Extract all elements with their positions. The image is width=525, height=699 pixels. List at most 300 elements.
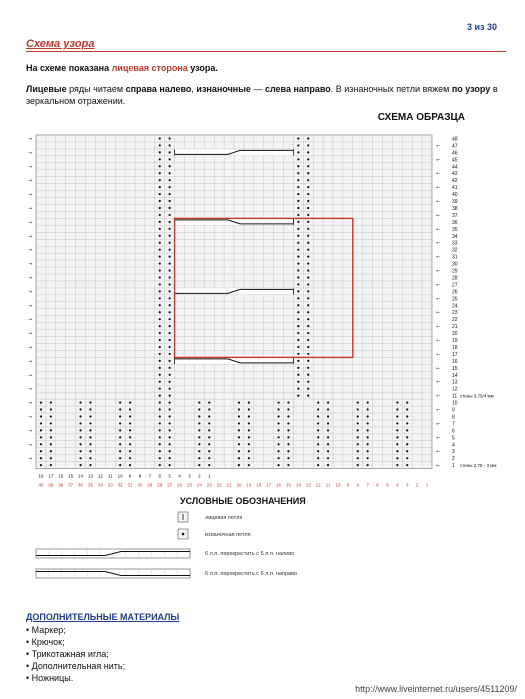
purl-dot [159, 304, 161, 306]
purl-dot [169, 290, 171, 292]
col-number: 38 [58, 482, 64, 488]
purl-dot [40, 415, 42, 417]
purl-dot [367, 401, 369, 403]
row-number: 12 [452, 386, 458, 393]
row-number: 19 [452, 338, 458, 345]
purl-dot [307, 207, 309, 209]
material-item: • Ножницы. [26, 672, 125, 684]
purl-dot [367, 422, 369, 424]
purl-dot [129, 401, 131, 403]
col-number: 30 [137, 482, 143, 488]
purl-dot [119, 457, 121, 459]
col-number: 21 [226, 482, 232, 488]
purl-dot [406, 436, 408, 438]
purl-dot [159, 172, 161, 174]
purl-dot [159, 297, 161, 299]
purl-dot [159, 422, 161, 424]
row-number: 6 [452, 428, 455, 435]
purl-dot [169, 311, 171, 313]
row-arrow-icon: → [28, 358, 33, 365]
purl-dot [169, 151, 171, 153]
purl-dot [169, 422, 171, 424]
purl-dot [208, 429, 210, 431]
material-item: • Трикотажная игла; [26, 648, 125, 660]
purl-dot [169, 172, 171, 174]
purl-dot [238, 415, 240, 417]
row-arrow-icon: ← [436, 212, 441, 219]
purl-dot [297, 318, 299, 320]
purl-dot [50, 408, 52, 410]
row-number: 47 [452, 143, 458, 150]
purl-dot [50, 457, 52, 459]
purl-dot [40, 443, 42, 445]
row-number: 20 [452, 331, 458, 338]
purl-dot [327, 450, 329, 452]
purl-dot [327, 457, 329, 459]
row-number: 48 [452, 136, 458, 143]
purl-dot [297, 186, 299, 188]
purl-dot [169, 353, 171, 355]
purl-dot [159, 429, 161, 431]
row-number: 34 [452, 233, 458, 240]
purl-dot [287, 422, 289, 424]
purl-dot [169, 332, 171, 334]
purl-dot [40, 422, 42, 424]
purl-dot [317, 457, 319, 459]
purl-dot [297, 144, 299, 146]
row-arrow-icon: ← [436, 421, 441, 428]
inner-col-number: 14 [78, 473, 84, 479]
purl-dot [159, 214, 161, 216]
purl-dot [169, 415, 171, 417]
purl-dot [238, 436, 240, 438]
purl-dot [307, 353, 309, 355]
purl-dot [50, 429, 52, 431]
col-number: 34 [97, 482, 103, 488]
legend-title: УСЛОВНЫЕ ОБОЗНАЧЕНИЯ [180, 496, 306, 506]
purl-dot [396, 457, 398, 459]
col-number: 28 [157, 482, 163, 488]
purl-dot [159, 242, 161, 244]
purl-dot [307, 346, 309, 348]
purl-dot [169, 395, 171, 397]
purl-dot [119, 401, 121, 403]
purl-dot [79, 443, 81, 445]
purl-dot [129, 415, 131, 417]
inner-col-number: 8 [138, 473, 142, 479]
purl-dot [169, 457, 171, 459]
inner-col-number: 17 [48, 473, 54, 479]
section-title: Схема узора [26, 38, 95, 50]
purl-dot [357, 429, 359, 431]
purl-dot [119, 443, 121, 445]
row-number: 43 [452, 171, 458, 178]
purl-dot [169, 443, 171, 445]
purl-dot [169, 269, 171, 271]
purl-dot [307, 269, 309, 271]
purl-dot [159, 151, 161, 153]
purl-dot [159, 464, 161, 466]
purl-dot [169, 374, 171, 376]
col-number: 15 [285, 482, 291, 488]
row-arrow-icon: ← [436, 185, 441, 192]
purl-dot [238, 464, 240, 466]
purl-dot [277, 464, 279, 466]
purl-dot [208, 401, 210, 403]
purl-dot [169, 242, 171, 244]
purl-dot [50, 422, 52, 424]
purl-dot [317, 415, 319, 417]
purl-dot [297, 200, 299, 202]
inner-col-number: 12 [97, 473, 103, 479]
row-arrow-icon: → [28, 233, 33, 240]
purl-dot [307, 179, 309, 181]
purl-dot [406, 422, 408, 424]
purl-dot [307, 249, 309, 251]
purl-dot [307, 172, 309, 174]
purl-dot [89, 464, 91, 466]
purl-dot [367, 443, 369, 445]
row-number: 30 [452, 261, 458, 268]
purl-dot [159, 457, 161, 459]
purl-dot [297, 290, 299, 292]
purl-dot [307, 367, 309, 369]
row-arrow-icon: → [28, 456, 33, 463]
purl-dot [406, 464, 408, 466]
purl-dot [357, 443, 359, 445]
purl-dot [317, 443, 319, 445]
purl-dot [159, 450, 161, 452]
purl-dot [129, 457, 131, 459]
purl-dot [208, 450, 210, 452]
purl-dot [367, 450, 369, 452]
purl-dot [307, 228, 309, 230]
purl-dot [357, 408, 359, 410]
purl-dot [277, 408, 279, 410]
purl-dot [248, 450, 250, 452]
purl-dot [89, 450, 91, 452]
row-arrow-icon: → [28, 414, 33, 421]
page-number: 3 из 30 [466, 22, 497, 32]
purl-dot [357, 450, 359, 452]
purl-dot [307, 360, 309, 362]
row-arrow-icon: → [28, 428, 33, 435]
col-number: 36 [78, 482, 84, 488]
purl-dot [198, 457, 200, 459]
purl-dot [198, 422, 200, 424]
purl-dot [169, 144, 171, 146]
purl-dot [248, 415, 250, 417]
purl-dot [396, 408, 398, 410]
purl-dot [307, 158, 309, 160]
purl-dot [277, 450, 279, 452]
purl-dot [297, 137, 299, 139]
purl-dot [169, 318, 171, 320]
purl-dot [169, 249, 171, 251]
inner-col-number: 10 [117, 473, 123, 479]
purl-dot [367, 429, 369, 431]
purl-dot [327, 436, 329, 438]
purl-dot [396, 429, 398, 431]
col-number: 9 [346, 482, 350, 488]
purl-dot [277, 443, 279, 445]
purl-dot [50, 401, 52, 403]
row-number: 28 [452, 275, 458, 282]
row-number: 21 [452, 324, 458, 331]
material-item: • Дополнительная нить; [26, 660, 125, 672]
purl-dot [169, 200, 171, 202]
para-text-5: в зеркальном отражении. [26, 84, 498, 106]
col-number: 31 [127, 482, 133, 488]
row-number: 7 [452, 421, 455, 428]
purl-dot [79, 401, 81, 403]
purl-dot [40, 457, 42, 459]
col-number: 4 [396, 482, 399, 488]
purl-dot [159, 318, 161, 320]
row-number: 32 [452, 247, 458, 254]
purl-dot [396, 464, 398, 466]
purl-dot [89, 457, 91, 459]
row-number: 25 [452, 296, 458, 303]
purl-dot [277, 429, 279, 431]
purl-dot [307, 235, 309, 237]
purl-dot [159, 311, 161, 313]
row-arrow-icon: ← [436, 449, 441, 456]
purl-dot [238, 422, 240, 424]
purl-dot [159, 207, 161, 209]
row-number: 37 [452, 212, 458, 219]
purl-dot [119, 408, 121, 410]
purl-dot [129, 464, 131, 466]
inner-col-number: 9 [128, 473, 132, 479]
row-number: 39 [452, 199, 458, 206]
row-arrow-icon: ← [436, 365, 441, 372]
purl-dot [169, 464, 171, 466]
col-number: 2 [415, 482, 419, 488]
purl-dot [159, 186, 161, 188]
purl-dot [159, 269, 161, 271]
purl-dot [238, 443, 240, 445]
purl-dot [159, 401, 161, 403]
purl-dot [159, 200, 161, 202]
purl-dot [297, 304, 299, 306]
purl-dot [317, 464, 319, 466]
row-arrow-icon: ← [436, 171, 441, 178]
purl-dot [248, 408, 250, 410]
purl-dot [159, 443, 161, 445]
purl-dot [238, 401, 240, 403]
para-bold-1: Лицевые [26, 84, 67, 94]
purl-dot [307, 214, 309, 216]
needle-note-top: стены 3,75/4 мм [460, 393, 494, 399]
purl-dot [248, 429, 250, 431]
purl-dot [238, 408, 240, 410]
row-number: 45 [452, 157, 458, 164]
purl-dot [307, 388, 309, 390]
purl-dot [396, 436, 398, 438]
row-arrow-icon: ← [436, 310, 441, 317]
purl-dot [198, 464, 200, 466]
row-arrow-icon: → [28, 317, 33, 324]
col-number: 26 [177, 482, 183, 488]
purl-dot [287, 436, 289, 438]
purl-dot [208, 464, 210, 466]
row-number: 23 [452, 310, 458, 317]
col-number: 25 [186, 482, 192, 488]
purl-dot [159, 346, 161, 348]
purl-dot [317, 422, 319, 424]
col-number: 27 [167, 482, 173, 488]
row-arrow-icon: ← [436, 254, 441, 261]
purl-dot [297, 235, 299, 237]
purl-dot [129, 408, 131, 410]
col-number: 22 [216, 482, 222, 488]
purl-dot [367, 457, 369, 459]
row-number: 17 [452, 351, 458, 358]
purl-dot [307, 144, 309, 146]
row-number: 22 [452, 317, 458, 324]
row-number: 8 [452, 414, 455, 421]
row-number: 31 [452, 254, 458, 261]
inner-col-number: 15 [68, 473, 74, 479]
purl-dot [297, 381, 299, 383]
chart-title: СХЕМА ОБРАЗЦА [377, 112, 465, 123]
row-arrow-icon: ← [436, 157, 441, 164]
purl-dot [406, 429, 408, 431]
purl-dot [119, 429, 121, 431]
purl-dot [327, 422, 329, 424]
row-arrow-icon: → [28, 192, 33, 199]
row-number: 13 [452, 379, 458, 386]
row-arrow-icon: ← [436, 379, 441, 386]
purl-dot [129, 429, 131, 431]
purl-dot [159, 332, 161, 334]
purl-dot [327, 401, 329, 403]
purl-dot [159, 360, 161, 362]
purl-dot [277, 457, 279, 459]
purl-dot [287, 450, 289, 452]
purl-dot [297, 179, 299, 181]
source-url[interactable]: http://www.liveinternet.ru/users/4511209/ [355, 684, 517, 694]
purl-dot [159, 381, 161, 383]
purl-dot [297, 360, 299, 362]
row-arrow-icon: ← [436, 407, 441, 414]
purl-dot [169, 339, 171, 341]
col-number: 33 [107, 482, 113, 488]
purl-dot [277, 415, 279, 417]
row-number: 27 [452, 282, 458, 289]
purl-dot [169, 401, 171, 403]
purl-dot [307, 262, 309, 264]
purl-dot [317, 408, 319, 410]
purl-dot [396, 443, 398, 445]
purl-dot [297, 207, 299, 209]
purl-dot [169, 165, 171, 167]
para-bold-4: слева направо [264, 84, 331, 94]
purl-dot [50, 436, 52, 438]
col-number: 35 [87, 482, 93, 488]
col-number: 7 [366, 482, 369, 488]
row-arrow-icon: → [28, 219, 33, 226]
purl-dot [297, 346, 299, 348]
purl-dot [129, 443, 131, 445]
purl-dot [307, 311, 309, 313]
purl-dot [89, 401, 91, 403]
purl-dot [248, 436, 250, 438]
purl-dot [208, 436, 210, 438]
intro-prefix: На схеме показана [26, 63, 112, 73]
row-arrow-icon: → [28, 400, 33, 407]
purl-dot [208, 443, 210, 445]
purl-dot [307, 395, 309, 397]
needle-note-bottom: стены 2,75 - 3 мм [460, 463, 497, 469]
purl-dot [297, 297, 299, 299]
purl-dot [307, 200, 309, 202]
purl-dot [159, 388, 161, 390]
purl-dot [367, 436, 369, 438]
purl-dot [119, 436, 121, 438]
row-number: 24 [452, 303, 458, 310]
purl-dot [297, 283, 299, 285]
purl-dot [40, 429, 42, 431]
purl-dot [79, 436, 81, 438]
purl-dot [198, 408, 200, 410]
purl-dot [169, 186, 171, 188]
purl-dot [297, 249, 299, 251]
purl-dot [297, 311, 299, 313]
purl-dot [297, 158, 299, 160]
purl-dot [89, 422, 91, 424]
legend-purl-symbol [182, 533, 185, 536]
purl-dot [159, 290, 161, 292]
purl-dot [89, 429, 91, 431]
row-arrow-icon: → [28, 136, 33, 143]
purl-dot [327, 408, 329, 410]
purl-dot [307, 304, 309, 306]
purl-dot [169, 367, 171, 369]
purl-dot [159, 235, 161, 237]
purl-dot [169, 408, 171, 410]
purl-dot [198, 450, 200, 452]
purl-dot [297, 353, 299, 355]
purl-dot [327, 464, 329, 466]
purl-dot [307, 221, 309, 223]
purl-dot [297, 242, 299, 244]
purl-dot [307, 374, 309, 376]
purl-dot [169, 325, 171, 327]
row-number: 4 [452, 442, 455, 449]
purl-dot [406, 415, 408, 417]
purl-dot [50, 443, 52, 445]
row-number: 33 [452, 240, 458, 247]
row-arrow-icon: ← [436, 226, 441, 233]
purl-dot [357, 464, 359, 466]
row-number: 11 [452, 393, 458, 400]
col-number: 8 [356, 482, 360, 488]
legend-label: 6 л.п. перекрестить с 6 л.п. налево [205, 551, 295, 557]
inner-col-number: 4 [178, 473, 181, 479]
para-bold-5: по узору [451, 84, 491, 94]
purl-dot [169, 283, 171, 285]
inner-col-number: 11 [107, 473, 113, 479]
row-number: 26 [452, 289, 458, 296]
purl-dot [159, 374, 161, 376]
purl-dot [129, 436, 131, 438]
purl-dot [248, 422, 250, 424]
purl-dot [287, 408, 289, 410]
row-arrow-icon: ← [436, 240, 441, 247]
row-number: 15 [452, 365, 458, 372]
